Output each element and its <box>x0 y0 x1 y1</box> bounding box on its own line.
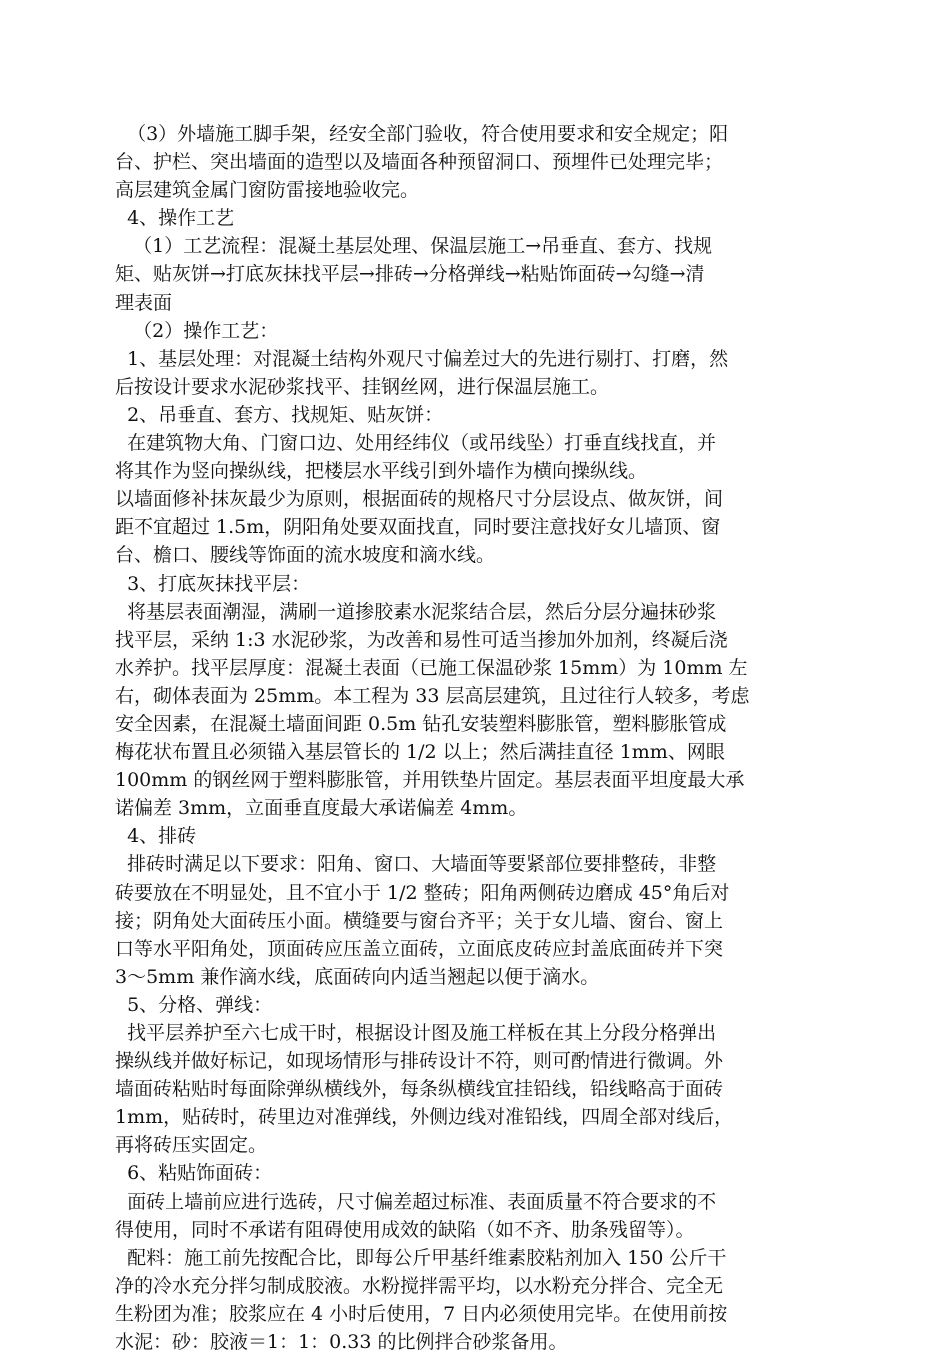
text-line: 以墙面修补抹灰最少为原则，根据面砖的规格尺寸分层设点、做灰饼，间 <box>115 488 724 511</box>
text-line: 1mm，贴砖时，砖里边对准弹线，外侧边线对准铅线，四周全部对线后， <box>115 1106 734 1129</box>
text-line: 6、粘贴饰面砖： <box>115 1162 273 1185</box>
text-line: 水养护。找平层厚度：混凝土表面（已施工保温砂浆 15mm）为 10mm 左 <box>115 656 748 679</box>
text-line: （1）工艺流程：混凝土基层处理、保温层施工→吊垂直、套方、找规 <box>115 235 713 258</box>
text-line: 诺偏差 3mm，立面垂直度最大承诺偏差 4mm。 <box>115 797 528 820</box>
text-line: 4、排砖 <box>115 825 197 848</box>
text-line: 找平层养护至六七成干时，根据设计图及施工样板在其上分段分格弹出 <box>115 1022 717 1044</box>
text-line: 矩、贴灰饼→打底灰抹找平层→排砖→分格弹线→粘贴饰面砖→勾缝→清 <box>115 263 705 286</box>
text-line: 砖要放在不明显处，且不宜小于 1/2 整砖；阳角两侧砖边磨成 45°角后对 <box>115 881 730 904</box>
text-line: 排砖时满足以下要求：阳角、窗口、大墙面等要紧部位要排整砖，非整 <box>115 853 717 876</box>
text-line: 面砖上墙前应进行选砖，尺寸偏差超过标准、表面质量不符合要求的不 <box>115 1190 717 1213</box>
text-line: 台、檐口、腰线等饰面的流水坡度和滴水线。 <box>115 544 496 567</box>
text-line: 配料：施工前先按配合比，即每公斤甲基纤维素胶粘剂加入 150 公斤干 <box>115 1246 727 1269</box>
text-line: 得使用，同时不承诺有阻碍使用成效的缺陷（如不齐、肋条残留等）。 <box>115 1218 695 1241</box>
text-line: 3～5mm 兼作滴水线，底面砖向内适当翘起以便于滴水。 <box>115 965 600 988</box>
text-line: 安全因素，在混凝土墙面间距 0.5m 钻孔安装塑料膨胀管，塑料膨胀管成 <box>115 712 727 735</box>
text-line: 台、护栏、突出墙面的造型以及墙面各种预留洞口、预埋件已处理完毕； <box>115 151 724 174</box>
text-line: 再将砖压实固定。 <box>115 1134 268 1157</box>
text-line: 1、基层处理：对混凝土结构外观尺寸偏差过大的先进行剔打、打磨，然 <box>115 347 729 370</box>
text-line: （2）操作工艺： <box>115 319 279 342</box>
text-line: 净的冷水充分拌匀制成胶液。水粉搅拌需平均，以水粉充分拌合、完全无 <box>115 1274 724 1297</box>
text-line: 后按设计要求水泥砂浆找平、挂钢丝网，进行保温层施工。 <box>115 375 610 398</box>
text-line: 3、打底灰抹找平层： <box>115 572 311 595</box>
text-line: （3）外墙施工脚手架，经安全部门验收，符合使用要求和安全规定；阳 <box>115 123 729 145</box>
text-line: 右，砌体表面为 25mm。本工程为 33 层高层建筑，且过往行人较多，考虑 <box>115 684 750 707</box>
text-line: 墙面砖粘贴时每面除弹纵横线外，每条纵横线宜挂铅线，铅线略高于面砖 <box>115 1078 724 1101</box>
text-line: 高层建筑金属门窗防雷接地验收完。 <box>115 179 420 202</box>
text-line: 口等水平阳角处，顶面砖应压盖立面砖，立面底皮砖应封盖底面砖并下突 <box>115 937 724 960</box>
text-line: 生粉团为准；胶浆应在 4 小时后使用，7 日内必须使用完毕。在使用前按 <box>115 1302 728 1325</box>
text-line: 将基层表面潮湿，满刷一道掺胶素水泥浆结合层，然后分层分遍抹砂浆 <box>115 600 717 623</box>
text-line: 距不宜超过 1.5m，阴阳角处要双面找直，同时要注意找好女儿墙顶、窗 <box>115 516 721 539</box>
text-line: 理表面 <box>115 291 173 314</box>
text-line: 水泥：砂：胶液＝1：1：0.33 的比例拌合砂浆备用。 <box>115 1331 568 1354</box>
text-line: 100mm 的钢丝网于塑料膨胀管，并用铁垫片固定。基层表面平坦度最大承 <box>115 769 745 792</box>
text-line: 5、分格、弹线： <box>115 993 273 1016</box>
document-body <box>115 120 835 1356</box>
text-line: 在建筑物大角、门窗口边、处用经纬仪（或吊线坠）打垂直线找直，并 <box>115 432 717 455</box>
text-line: 接；阴角处大面砖压小面。横缝要与窗台齐平；关于女儿墙、窗台、窗上 <box>115 909 724 932</box>
text-line: 梅花状布置且必须锚入基层管长的 1/2 以上；然后满挂直径 1mm、网眼 <box>115 741 725 764</box>
text-line: 2、吊垂直、套方、找规矩、贴灰饼： <box>115 403 444 426</box>
text-line: 4、操作工艺 <box>115 207 235 230</box>
text-line: 操纵线并做好标记，如现场情形与排砖设计不符，则可酌情进行微调。外 <box>115 1050 724 1073</box>
text-line: 将其作为竖向操纵线，把楼层水平线引到外墙作为横向操纵线。 <box>115 460 648 483</box>
text-line: 找平层，采纳 1:3 水泥砂浆，为改善和易性可适当掺加外加剂，终凝后浇 <box>115 628 728 651</box>
